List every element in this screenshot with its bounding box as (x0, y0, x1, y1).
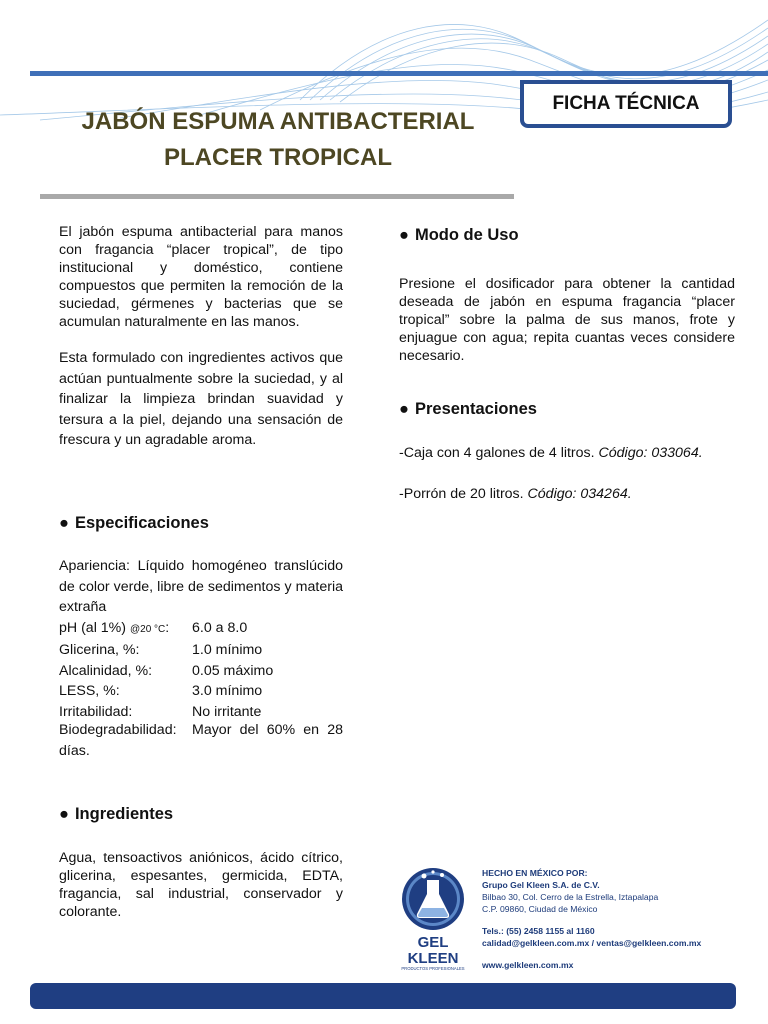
intro-paragraph-1: El jabón espuma antibacterial para manos con fragancia “placer tropical”, de tipo institucional y doméstico, contiene compuestos que permiten la remoción de la suciedad, gérmenes y bacterias que se acumulan naturalmente en las manos. (59, 224, 343, 330)
spec-value: 3.0 mínimo (192, 683, 263, 699)
spec-row (59, 640, 273, 661)
spec-label: Alcalinidad, %: (59, 662, 153, 679)
website-link[interactable]: www.gelkleen.com.mx (482, 960, 574, 970)
bullet-icon: ● (59, 514, 69, 532)
logo-line-2: KLEEN (407, 950, 459, 967)
spec-value: Mayor del 60% en 28 días. (59, 722, 343, 759)
badge-label: FICHA TÉCNICA (552, 93, 700, 114)
spec-row (59, 681, 273, 702)
presentation-item (399, 485, 735, 503)
usage-text: Presione el dosificador para obtener la cantidad deseada de jabón en espuma fragancia “placer tropical” sobre la palma de sus manos, frote y enjuague con agua; repita cuantas veces considere necesario. (399, 276, 735, 364)
ficha-tecnica-badge (520, 80, 732, 128)
presentation-text: -Porrón de 20 litros. (399, 486, 528, 502)
ingredients-text: Agua, tensoactivos aniónicos, ácido cítrico, glicerina, espesantes, germicida, EDTA, fragancia, sal industrial, conservador y colorante. (59, 850, 343, 920)
appearance-label: Apariencia: (59, 558, 130, 574)
usage-heading-label: Modo de Uso (414, 226, 519, 244)
spec-label: Irritabilidad: (59, 703, 133, 720)
presentation-code: Código: 033064. (598, 445, 703, 461)
specifications-heading (59, 514, 209, 533)
ingredients-heading-label: Ingredientes (74, 805, 174, 823)
spec-value: 1.0 mínimo (192, 642, 263, 658)
spec-label (59, 618, 192, 641)
bullet-icon: ● (399, 400, 409, 418)
spec-label: Biodegradabilidad: (59, 722, 177, 738)
presentation-code: Código: 034264. (527, 486, 632, 502)
specifications-block (59, 556, 343, 743)
spec-row (59, 661, 273, 682)
spec-value: No irritante (192, 703, 262, 720)
spec-label: LESS, %: (59, 683, 120, 699)
specifications-heading-label: Especificaciones (74, 514, 209, 532)
spec-row (59, 618, 273, 641)
presentations-heading-label: Presentaciones (414, 400, 537, 418)
gel-kleen-logo (400, 866, 466, 972)
ingredients-heading (59, 805, 173, 824)
appearance-value: Líquido homogéneo translúcido de color verde, libre de sedimentos y materia extraña (59, 558, 343, 615)
title-divider (40, 194, 514, 199)
presentations-heading (399, 400, 537, 419)
document-title (40, 104, 516, 176)
logo-tagline: PRODUCTOS PROFESIONALES (401, 966, 465, 971)
spec-label: Glicerina, %: (59, 642, 140, 658)
intro-paragraph-2: Esta formulado con ingredientes activos que actúan puntualmente sobre la suciedad, y al finalizar la limpieza brindan suavidad y tersura a la piel, dejando una sensación de frescura y un agradable aroma. (59, 350, 343, 448)
phone-numbers: Tels.: (55) 2458 1155 al 1160 (482, 926, 595, 936)
logo-line-1: GEL (417, 934, 449, 951)
company-info (482, 867, 742, 971)
appearance-row (59, 556, 343, 618)
presentation-text: -Caja con 4 galones de 4 litros. (399, 445, 599, 461)
presentation-item (399, 444, 735, 462)
bullet-icon: ● (59, 805, 69, 823)
made-in-label: HECHO EN MÉXICO POR: (482, 868, 588, 878)
email-links[interactable]: calidad@gelkleen.com.mx / ventas@gelkleen.com.mx (482, 938, 702, 948)
spec-row (59, 702, 273, 723)
top-accent-rule (30, 71, 768, 76)
spec-value: 0.05 máximo (192, 662, 274, 679)
usage-heading (399, 226, 519, 245)
bullet-icon: ● (399, 226, 409, 244)
address-line-1: Bilbao 30, Col. Cerro de la Estrella, Iztapalapa (482, 892, 659, 902)
title-line-2: PLACER TROPICAL (164, 144, 392, 171)
spec-label-text: pH (al 1%) (59, 619, 127, 636)
company-name: Grupo Gel Kleen S.A. de C.V. (482, 880, 600, 890)
spec-value: 6.0 a 8.0 (192, 619, 248, 636)
footer-bar (30, 983, 736, 1009)
biodegradability-row (59, 720, 343, 761)
spec-label-suffix: : (165, 619, 170, 636)
address-line-2: C.P. 09860, Ciudad de México (482, 904, 598, 914)
title-line-1: JABÓN ESPUMA ANTIBACTERIAL (81, 108, 475, 135)
spec-label-note: @20 °C (129, 623, 166, 635)
